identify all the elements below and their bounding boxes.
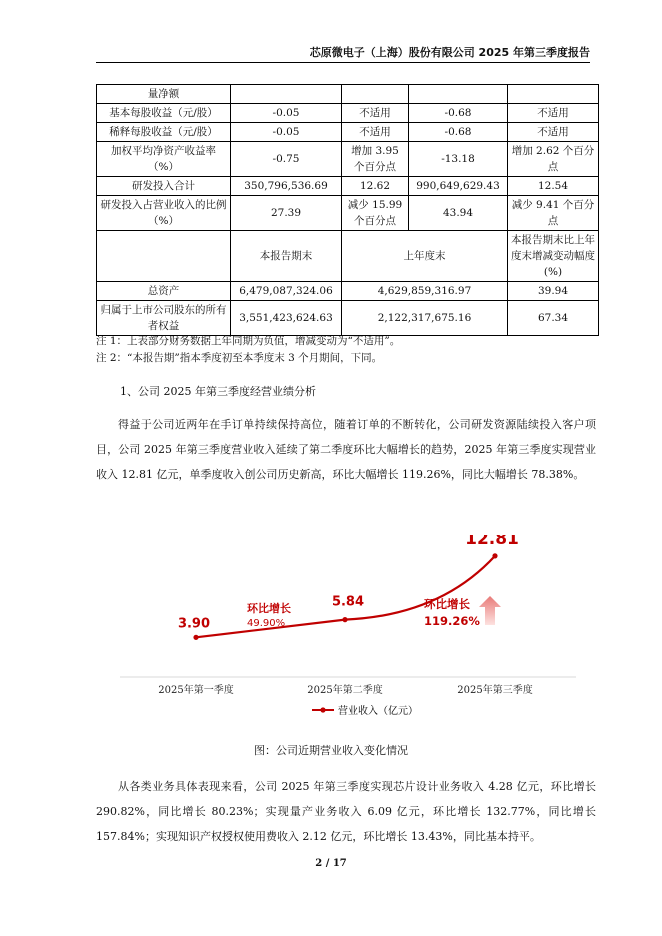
- annotation-label: 环比增长: [424, 597, 470, 611]
- table-cell: 990,649,629.43: [409, 177, 508, 196]
- data-point: [193, 635, 198, 640]
- table-cell: 67.34: [508, 301, 599, 336]
- table-cell: -0.75: [231, 142, 342, 177]
- table-cell: 研发投入占营业收入的比例（%）: [97, 196, 231, 231]
- table-cell: 总资产: [97, 282, 231, 301]
- table-cell: -0.68: [409, 104, 508, 123]
- table-cell: 3,551,423,624.63: [231, 301, 342, 336]
- table-cell: 量净额: [97, 85, 231, 104]
- table-row: [97, 196, 599, 231]
- table-cell: -0.05: [231, 104, 342, 123]
- table-row: [97, 177, 599, 196]
- legend-marker: [320, 707, 325, 712]
- revenue-chart: [120, 535, 576, 725]
- table-header-cell: 本报告期末: [231, 231, 342, 282]
- table-cell: 研发投入合计: [97, 177, 231, 196]
- table-row: [97, 85, 599, 104]
- table-cell: 43.94: [409, 196, 508, 231]
- data-point: [342, 617, 347, 622]
- chart-caption: 图：公司近期营业收入变化情况: [254, 744, 408, 757]
- table-row: [97, 282, 599, 301]
- table-cell: 不适用: [508, 123, 599, 142]
- table-cell: 12.62: [342, 177, 409, 196]
- table-cell: 基本每股收益（元/股）: [97, 104, 231, 123]
- table-row: [97, 301, 599, 336]
- data-label: 3.90: [177, 616, 211, 632]
- financial-table: [96, 84, 599, 336]
- table-cell: -13.18: [409, 142, 508, 177]
- table-cell: 2,122,317,675.16: [342, 301, 508, 336]
- table-cell: 4,629,859,316.97: [342, 282, 508, 301]
- table-row: [97, 123, 599, 142]
- x-tick-label: 2025年第二季度: [307, 685, 383, 696]
- table-cell: [97, 231, 231, 282]
- revenue-line-chart-svg: [120, 535, 576, 725]
- table-cell: 不适用: [342, 123, 409, 142]
- table-cell: -0.68: [409, 123, 508, 142]
- header-divider: [96, 62, 590, 63]
- table-row: [97, 142, 599, 177]
- table-cell: 12.54: [508, 177, 599, 196]
- table-cell: 增加 3.95 个百分点: [342, 142, 409, 177]
- chart-legend: [312, 704, 418, 717]
- table-row: [97, 104, 599, 123]
- table-cell: [342, 85, 409, 104]
- page-number: 2 / 17: [315, 858, 347, 869]
- table-cell: 不适用: [508, 104, 599, 123]
- paragraph-revenue: 得益于公司近两年在手订单持续保持高位，随着订单的不断转化，公司研发资源陆续投入客户项目，公司 2025 年第三季度营业收入延续了第二季度环比大幅增长的趋势，2025 年第三季度实现营业收入 12.81 亿元，单季度收入创公司历史新高，环比大幅增长 119.26%，同比大幅增长 78.38%。: [96, 418, 596, 481]
- data-label: 12.81: [465, 535, 519, 549]
- paragraph-business: 从各类业务具体表现来看，公司 2025 年第三季度实现芯片设计业务收入 4.28 亿元，环比增长 290.82%，同比增长 80.23%；实现量产业务收入 6.09 亿元，环比增长 132.77%，同比增长 157.84%；实现知识产权授权使用费收入 2.12 亿元，环比增长 13.43%，同比基本持平。: [96, 780, 596, 843]
- table-cell: 6,479,087,324.06: [231, 282, 342, 301]
- table-cell: -0.05: [231, 123, 342, 142]
- table-cell: 减少 15.99 个百分点: [342, 196, 409, 231]
- table-cell: 增加 2.62 个百分点: [508, 142, 599, 177]
- report-header: 芯原微电子（上海）股份有限公司 2025 年第三季度报告: [309, 46, 590, 59]
- table-header-row: [97, 231, 599, 282]
- table-cell: 加权平均净资产收益率（%）: [97, 142, 231, 177]
- table-cell: 归属于上市公司股东的所有者权益: [97, 301, 231, 336]
- table-cell: 稀释每股收益（元/股）: [97, 123, 231, 142]
- table-cell: [508, 85, 599, 104]
- table-note-1: 注 1：上表部分财务数据上年同期为负值，增减变动为“不适用”。: [96, 335, 401, 347]
- table-note-2: 注 2：“本报告期”指本季度初至本季度末 3 个月期间，下同。: [96, 352, 383, 364]
- table-header-cell: 上年度末: [342, 231, 508, 282]
- section-title: 1、公司 2025 年第三季度经营业绩分析: [120, 385, 316, 398]
- up-arrow-icon: [479, 596, 501, 625]
- x-tick-label: 2025年第三季度: [457, 685, 533, 696]
- x-tick-label: 2025年第一季度: [158, 685, 234, 696]
- legend-label: 营业收入（亿元）: [338, 706, 418, 717]
- annotation-label: 环比增长: [247, 602, 291, 615]
- table-header-cell: 本报告期末比上年度末增减变动幅度(%): [508, 231, 599, 282]
- data-label: 5.84: [331, 594, 365, 610]
- table-cell: [409, 85, 508, 104]
- table-cell: 350,796,536.69: [231, 177, 342, 196]
- table-cell: 不适用: [342, 104, 409, 123]
- table-cell: 27.39: [231, 196, 342, 231]
- table-cell: [231, 85, 342, 104]
- annotation-value: 49.90%: [247, 618, 286, 629]
- data-point: [492, 553, 497, 558]
- table-cell: 39.94: [508, 282, 599, 301]
- table-cell: 减少 9.41 个百分点: [508, 196, 599, 231]
- annotation-value: 119.26%: [424, 614, 480, 628]
